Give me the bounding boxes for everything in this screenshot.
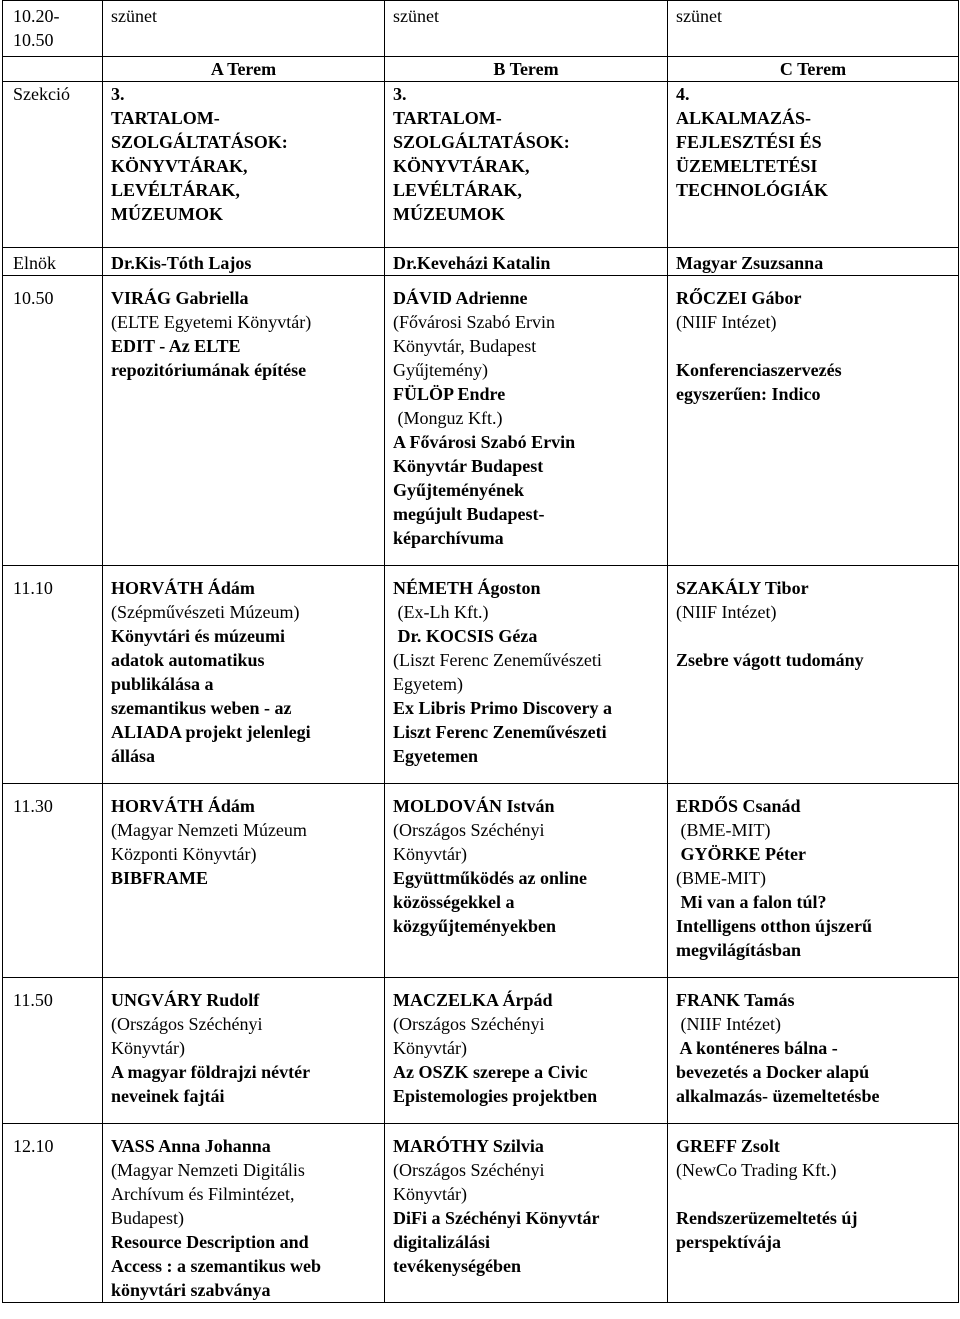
talk-slots xyxy=(3,276,959,1303)
break-c: szünet xyxy=(668,1,959,57)
chair-label: Elnök xyxy=(3,248,103,276)
talk-line-bold: Rendszerüzemeltetés új xyxy=(676,1208,858,1228)
talk-line: (NIIF Intézet) xyxy=(676,1014,781,1034)
section-line: TARTALOM- xyxy=(111,108,220,128)
talk-cell-b xyxy=(385,784,668,978)
talk-line-bold: digitalizálási xyxy=(393,1232,491,1252)
talk-line: (NIIF Intézet) xyxy=(676,312,777,332)
talk-line-bold: Együttműködés az online xyxy=(393,868,588,888)
slot-row xyxy=(3,1124,959,1303)
talk-line: Könyvtár) xyxy=(393,1184,467,1204)
talk-line-bold: szemantikus weben - az xyxy=(111,698,292,718)
section-a xyxy=(103,82,385,248)
talk-line-bold: BIBFRAME xyxy=(111,868,209,888)
talk-line-bold: könyvtári szabványa xyxy=(111,1280,271,1300)
talk-line-bold: tevékenységében xyxy=(393,1256,521,1276)
talk-line: Könyvtár, Budapest xyxy=(393,336,537,356)
break-time: 10.20- 10.50 xyxy=(3,1,103,57)
talk-line-bold: A Fővárosi Szabó Ervin xyxy=(393,432,576,452)
talk-line: (Országos Széchényi xyxy=(393,1160,545,1180)
talk-cell-c xyxy=(668,784,959,978)
talk-line-bold: VASS Anna Johanna xyxy=(111,1136,271,1156)
talk-line: (BME-MIT) xyxy=(676,820,771,840)
talk-line-bold: A konténeres bálna - xyxy=(676,1038,838,1058)
slot-time: 11.50 xyxy=(3,978,103,1124)
talk-line-bold: Resource Description and xyxy=(111,1232,309,1252)
talk-cell-a xyxy=(103,276,385,566)
talk-cell-a xyxy=(103,978,385,1124)
talk-line-bold: Egyetemen xyxy=(393,746,478,766)
talk-line-bold: RŐCZEI Gábor xyxy=(676,288,802,308)
talk-line-bold: DiFi a Széchényi Könyvtár xyxy=(393,1208,600,1228)
talk-line: (Országos Széchényi xyxy=(111,1014,263,1034)
break-row xyxy=(3,1,959,57)
talk-line-bold: ERDŐS Csanád xyxy=(676,796,801,816)
talk-line-bold: Mi van a falon túl? xyxy=(676,892,827,912)
section-row xyxy=(3,82,959,248)
talk-line: (Magyar Nemzeti Múzeum xyxy=(111,820,307,840)
talk-line-bold: HORVÁTH Ádám xyxy=(111,796,255,816)
talk-line-bold: publikálása a xyxy=(111,674,214,694)
talk-line: Könyvtár) xyxy=(393,844,467,864)
talk-line: (Fővárosi Szabó Ervin xyxy=(393,312,555,332)
talk-line-bold: repozitóriumának építése xyxy=(111,360,307,380)
talk-line-bold: GYÖRKE Péter xyxy=(676,844,806,864)
talk-cell-b xyxy=(385,978,668,1124)
talk-line-bold: megvilágításban xyxy=(676,940,802,960)
talk-line-bold: megújult Budapest- xyxy=(393,504,545,524)
section-line: SZOLGÁLTATÁSOK: xyxy=(393,132,570,152)
section-line: LEVÉLTÁRAK, xyxy=(111,180,240,200)
talk-line: (Monguz Kft.) xyxy=(393,408,503,428)
section-line: ÜZEMELTETÉSI xyxy=(676,156,818,176)
talk-line-bold: MARÓTHY Szilvia xyxy=(393,1136,544,1156)
talk-line xyxy=(676,334,950,358)
room-c: C Terem xyxy=(668,57,959,82)
chair-a: Dr.Kis-Tóth Lajos xyxy=(103,248,385,276)
slot-row xyxy=(3,276,959,566)
slot-time: 11.30 xyxy=(3,784,103,978)
slot-row xyxy=(3,978,959,1124)
talk-line: (BME-MIT) xyxy=(676,868,766,888)
talk-line: (NewCo Trading Kft.) xyxy=(676,1160,837,1180)
talk-line: Egyetem) xyxy=(393,674,463,694)
talk-line: (ELTE Egyetemi Könyvtár) xyxy=(111,312,312,332)
talk-line-bold: GREFF Zsolt xyxy=(676,1136,780,1156)
talk-line-bold: állása xyxy=(111,746,156,766)
section-b xyxy=(385,82,668,248)
section-line: SZOLGÁLTATÁSOK: xyxy=(111,132,288,152)
chair-b: Dr.Keveházi Katalin xyxy=(385,248,668,276)
section-line: 4. xyxy=(676,84,690,104)
talk-line-bold: Liszt Ferenc Zeneművészeti xyxy=(393,722,607,742)
talk-line-bold: adatok automatikus xyxy=(111,650,265,670)
talk-line: Archívum és Filmintézet, xyxy=(111,1184,295,1204)
talk-line-bold: közösségekkel a xyxy=(393,892,515,912)
talk-line-bold: UNGVÁRY Rudolf xyxy=(111,990,260,1010)
talk-line: (Országos Széchényi xyxy=(393,820,545,840)
talk-line-bold: Dr. KOCSIS Géza xyxy=(393,626,538,646)
talk-line-bold: bevezetés a Docker alapú xyxy=(676,1062,870,1082)
talk-line-bold: Konferenciaszervezés xyxy=(676,360,842,380)
talk-line: (Magyar Nemzeti Digitális xyxy=(111,1160,305,1180)
section-line: LEVÉLTÁRAK, xyxy=(393,180,522,200)
talk-line-bold: HORVÁTH Ádám xyxy=(111,578,255,598)
talk-line: Gyűjtemény) xyxy=(393,360,488,380)
break-a: szünet xyxy=(103,1,385,57)
talk-line-bold: Ex Libris Primo Discovery a xyxy=(393,698,612,718)
talk-line-bold: Access : a szemantikus web xyxy=(111,1256,321,1276)
talk-line-bold: Könyvtár Budapest xyxy=(393,456,544,476)
talk-line: (NIIF Intézet) xyxy=(676,602,777,622)
slot-row xyxy=(3,566,959,784)
talk-line xyxy=(676,1182,950,1206)
talk-line: Könyvtár) xyxy=(393,1038,467,1058)
talk-line-bold: Könyvtári és múzeumi xyxy=(111,626,285,646)
talk-line-bold: közgyűjteményekben xyxy=(393,916,556,936)
talk-line-bold: neveinek fajtái xyxy=(111,1086,225,1106)
break-b: szünet xyxy=(385,1,668,57)
talk-cell-a xyxy=(103,784,385,978)
rooms-empty xyxy=(3,57,103,82)
section-label: Szekció xyxy=(3,82,103,248)
talk-line-bold: VIRÁG Gabriella xyxy=(111,288,249,308)
chair-row xyxy=(3,248,959,276)
talk-line-bold: DÁVID Adrienne xyxy=(393,288,528,308)
talk-line-bold: képarchívuma xyxy=(393,528,504,548)
section-line: KÖNYVTÁRAK, xyxy=(393,156,530,176)
talk-line-bold: FÜLÖP Endre xyxy=(393,384,506,404)
talk-line-bold: Intelligens otthon újszerű xyxy=(676,916,873,936)
slot-time: 12.10 xyxy=(3,1124,103,1303)
section-line: KÖNYVTÁRAK, xyxy=(111,156,248,176)
section-line: TARTALOM- xyxy=(393,108,502,128)
rooms-row xyxy=(3,57,959,82)
talk-line-bold: MOLDOVÁN István xyxy=(393,796,555,816)
talk-cell-a xyxy=(103,566,385,784)
talk-line: (Liszt Ferenc Zeneművészeti xyxy=(393,650,602,670)
schedule-table xyxy=(2,0,959,1303)
talk-cell-a xyxy=(103,1124,385,1303)
talk-line-bold: Epistemologies projektben xyxy=(393,1086,598,1106)
section-line: 3. xyxy=(111,84,125,104)
talk-line-bold: MACZELKA Árpád xyxy=(393,990,553,1010)
talk-line-bold: Zsebre vágott tudomány xyxy=(676,650,864,670)
slot-time: 10.50 xyxy=(3,276,103,566)
talk-line-bold: SZAKÁLY Tibor xyxy=(676,578,809,598)
room-b: B Terem xyxy=(385,57,668,82)
talk-line xyxy=(676,624,950,648)
slot-row xyxy=(3,784,959,978)
talk-line-bold: perspektívája xyxy=(676,1232,781,1252)
talk-line-bold: Az OSZK szerepe a Civic xyxy=(393,1062,588,1082)
talk-line-bold: egyszerűen: Indico xyxy=(676,384,821,404)
section-c xyxy=(668,82,959,248)
talk-cell-c xyxy=(668,978,959,1124)
section-line: 3. xyxy=(393,84,407,104)
talk-line: Könyvtár) xyxy=(111,1038,185,1058)
section-line: TECHNOLÓGIÁK xyxy=(676,180,829,200)
talk-line-bold: alkalmazás- üzemeltetésbe xyxy=(676,1086,880,1106)
talk-line-bold: NÉMETH Ágoston xyxy=(393,578,541,598)
talk-line: (Ex-Lh Kft.) xyxy=(393,602,489,622)
section-line: ALKALMAZÁS- xyxy=(676,108,812,128)
talk-cell-b xyxy=(385,276,668,566)
talk-cell-c xyxy=(668,1124,959,1303)
talk-line: (Országos Széchényi xyxy=(393,1014,545,1034)
talk-line-bold: Gyűjteményének xyxy=(393,480,524,500)
talk-line-bold: ALIADA projekt jelenlegi xyxy=(111,722,311,742)
slot-time: 11.10 xyxy=(3,566,103,784)
chair-c: Magyar Zsuzsanna xyxy=(668,248,959,276)
talk-line: (Szépművészeti Múzeum) xyxy=(111,602,300,622)
talk-line-bold: A magyar földrajzi névtér xyxy=(111,1062,311,1082)
section-line: MÚZEUMOK xyxy=(393,204,505,224)
talk-line-bold: EDIT - Az ELTE xyxy=(111,336,241,356)
talk-line-bold: FRANK Tamás xyxy=(676,990,795,1010)
talk-line: Budapest) xyxy=(111,1208,184,1228)
talk-cell-c xyxy=(668,566,959,784)
section-line: FEJLESZTÉSI ÉS xyxy=(676,132,822,152)
talk-cell-b xyxy=(385,566,668,784)
room-a: A Terem xyxy=(103,57,385,82)
talk-line: Központi Könyvtár) xyxy=(111,844,257,864)
talk-cell-c xyxy=(668,276,959,566)
section-line: MÚZEUMOK xyxy=(111,204,223,224)
talk-cell-b xyxy=(385,1124,668,1303)
